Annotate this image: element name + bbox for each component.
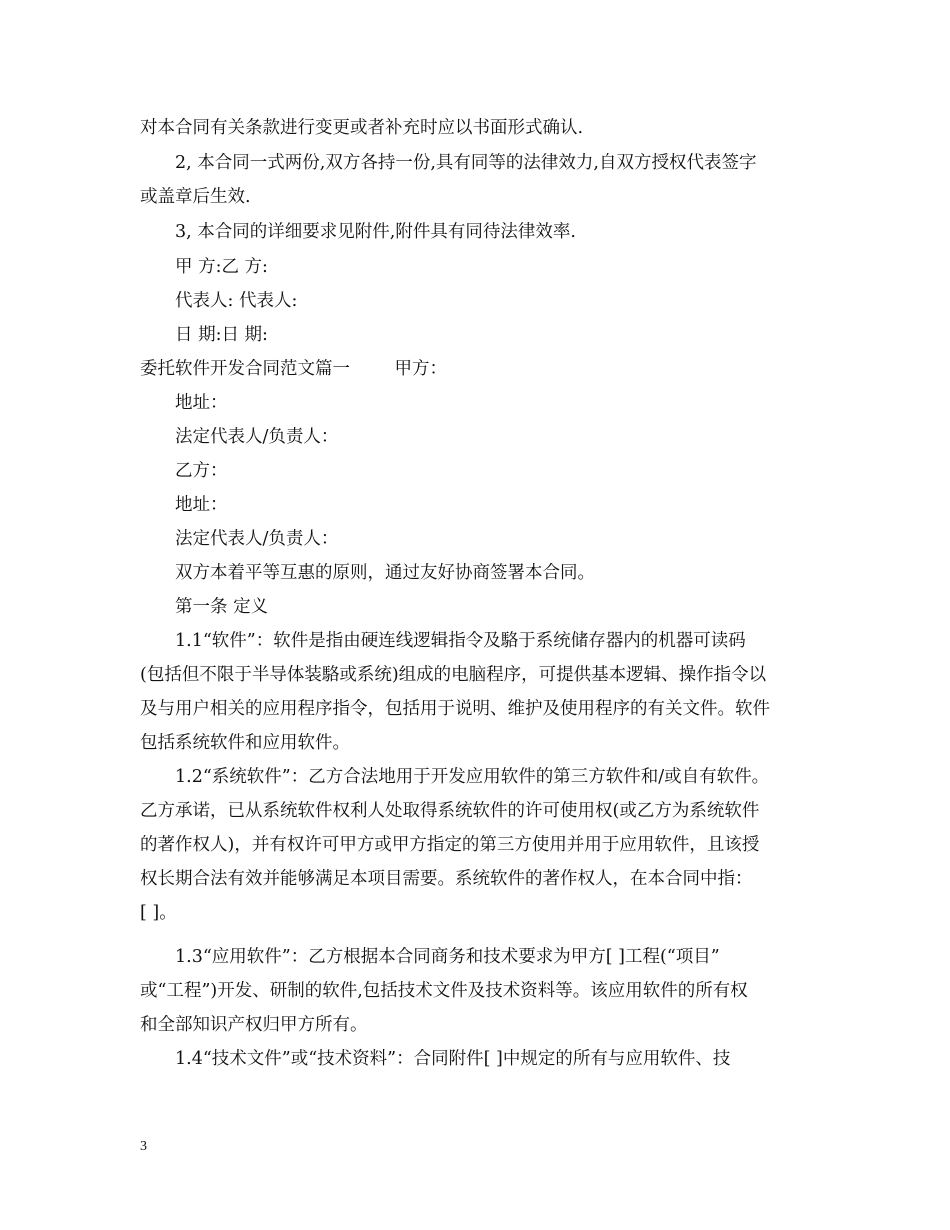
- text-line: 乙方：: [175, 461, 228, 481]
- text-line: 或盖章后生效.: [140, 187, 251, 207]
- text-line: 及与用户相关的应用程序指令，包括用于说明、维护及使用程序的有关文件。软件: [140, 699, 770, 719]
- text-line: [ ]。: [140, 903, 177, 923]
- text-line: 地址：: [175, 495, 228, 515]
- text-line: 1.2“系统软件”：乙方合法地用于开发应用软件的第三方软件和/或自有软件。: [175, 767, 770, 787]
- text-line: 的著作权人)，并有权许可甲方或甲方指定的第三方使用并用于应用软件，且该授: [140, 835, 760, 855]
- text-line: 2, 本合同一式两份,双方各持一份,具有同等的法律效力,自双方授权代表签字: [175, 153, 757, 173]
- section-heading: 委托软件开发合同范文篇一 甲方：: [140, 359, 448, 379]
- text-line: 乙方承诺，已从系统软件权利人处取得系统软件的许可使用权(或乙方为系统软件: [140, 801, 760, 821]
- text-line: 1.1“软件”：软件是指由硬连线逻辑指令及駱于系统储存器内的机器可读码: [175, 631, 746, 651]
- text-line: (包括但不限于半导体装駱或系统)组成的电脑程序，可提供基本逻辑、操作指令以: [140, 665, 767, 685]
- text-line: 1.4“技术文件”或“技术资料”：合同附件[ ]中规定的所有与应用软件、技: [175, 1049, 731, 1069]
- text-line: 法定代表人/负责人：: [175, 529, 339, 549]
- text-line: 地址：: [175, 393, 228, 413]
- text-line: 双方本着平等互惠的原则，通过友好协商签署本合同。: [175, 563, 595, 583]
- text-line: 和全部知识产权归甲方所有。: [140, 1015, 368, 1035]
- text-line: 或“工程”)开发、研制的软件,包括技术文件及技术资料等。该应用软件的所有权: [140, 981, 748, 1001]
- text-line: 法定代表人/负责人：: [175, 427, 339, 447]
- text-line: 1.3“应用软件”：乙方根据本合同商务和技术要求为甲方[ ]工程(“项目”: [175, 947, 720, 967]
- text-line: 包括系统软件和应用软件。: [140, 733, 350, 753]
- text-line: 对本合同有关条款进行变更或者补充时应以书面形式确认.: [140, 118, 584, 138]
- text-line: 3, 本合同的详细要求见附件,附件具有同待法律效率.: [175, 222, 576, 242]
- text-line: 甲 方:乙 方:: [175, 257, 268, 277]
- text-line: 权长期合法有效并能够满足本项目需要。系统软件的著作权人，在本合同中指：: [140, 869, 753, 889]
- page-number: 3: [140, 1139, 147, 1154]
- text-line: 日 期:日 期:: [175, 325, 268, 345]
- article-heading: 第一条 定义: [175, 597, 269, 617]
- text-line: 代表人: 代表人:: [175, 291, 298, 311]
